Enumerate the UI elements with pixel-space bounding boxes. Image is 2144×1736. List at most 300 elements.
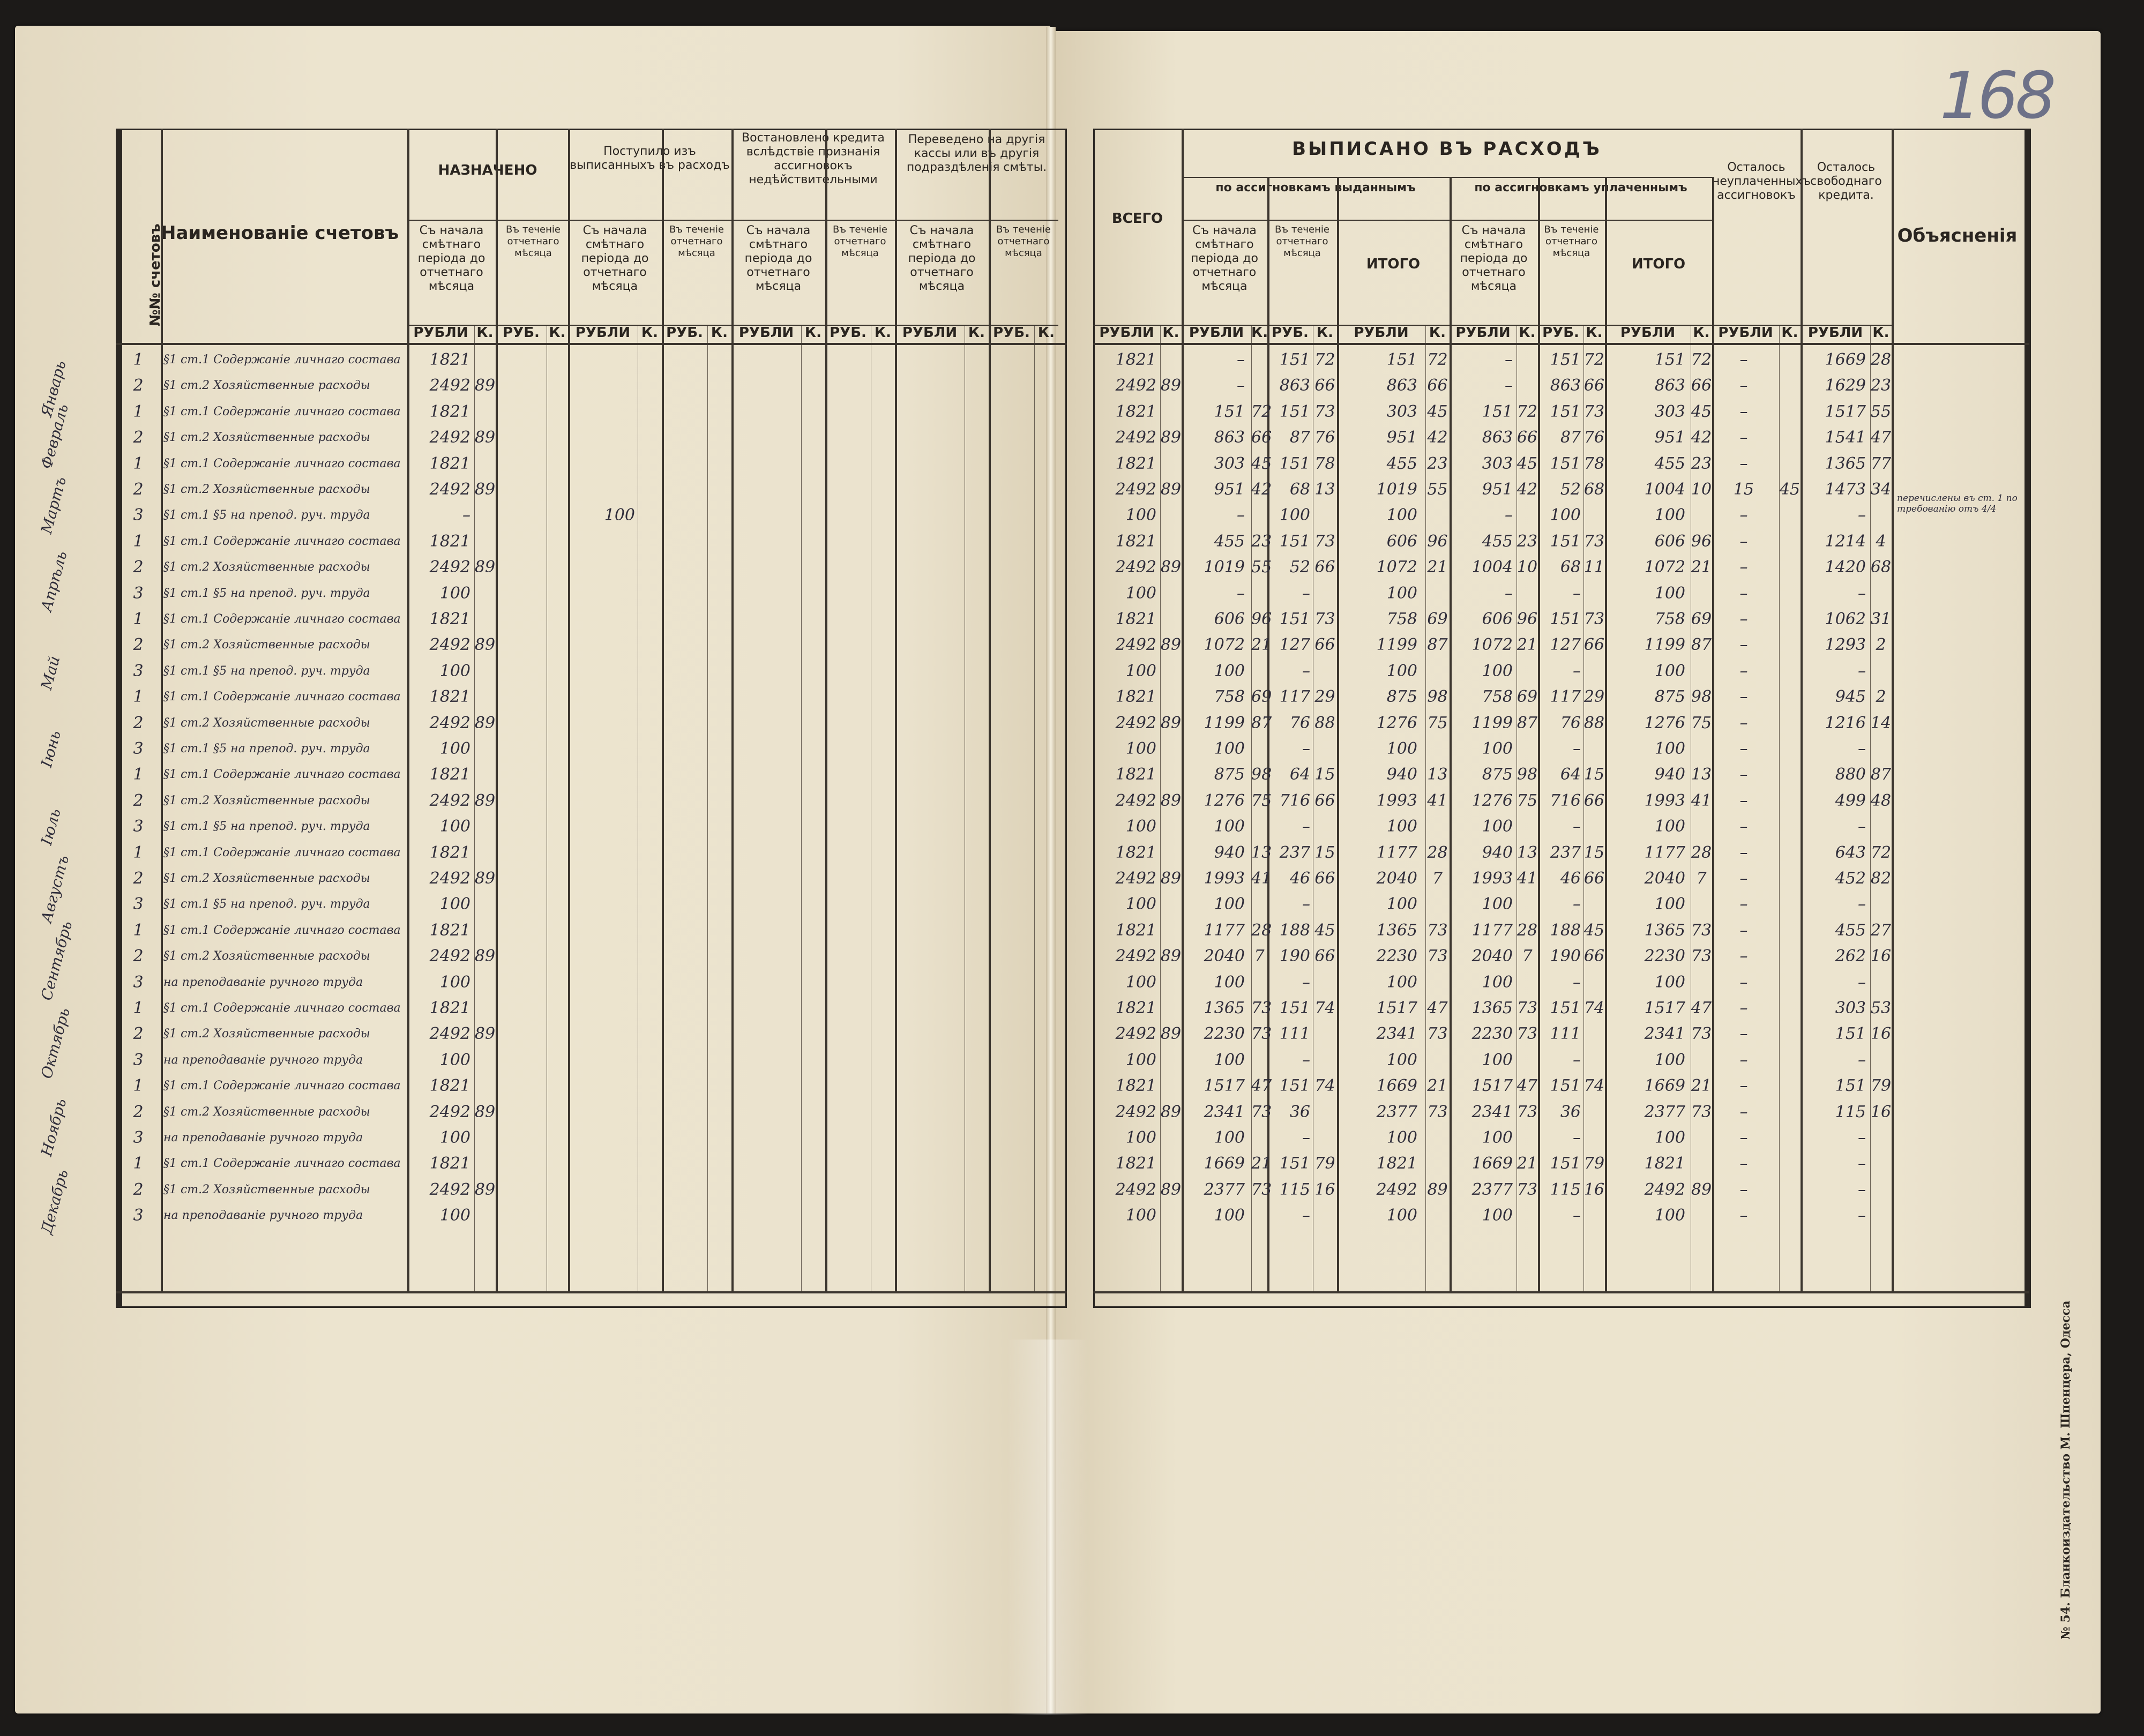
cell-upl-s-k: 75 [1517, 791, 1538, 810]
month-label: Мартъ [38, 475, 70, 536]
cell-upl-s: 1004 [1471, 558, 1513, 577]
cell-upl-s: – [1505, 376, 1513, 395]
cell-upl-m: 188 [1550, 921, 1581, 940]
cell-vyd-s: 2341 [1204, 1102, 1245, 1121]
cell-upl-m: 64 [1560, 765, 1581, 784]
cell-vyd-s-k: 87 [1251, 713, 1272, 732]
cell-vyd-m-k: 29 [1314, 687, 1335, 707]
cell-upl-m-k: 78 [1583, 454, 1605, 473]
cell-svob-k: 31 [1870, 610, 1892, 628]
cell-vyd-m: – [1302, 583, 1310, 603]
cell-n: 1 [133, 1076, 144, 1096]
cell-upl-i: 1365 [1644, 921, 1685, 940]
cell-n: 3 [133, 739, 144, 758]
cell-vyd-s-k: 98 [1251, 765, 1272, 784]
cell-n: 1 [133, 532, 144, 551]
note-march: перечислены въ ст. 1 по требованію отъ 4/4 [1897, 493, 2018, 514]
cell-n: 3 [133, 895, 144, 914]
cell-upl-s-k: 73 [1517, 1180, 1538, 1199]
cell-vyd-m: 111 [1279, 1024, 1310, 1044]
cell-neupl: – [1739, 1154, 1748, 1173]
cell-neupl: – [1739, 791, 1748, 810]
cell-vyd-m: 76 [1289, 713, 1310, 732]
cell-upl-m: 151 [1550, 999, 1581, 1017]
cell-n: 3 [133, 506, 144, 525]
cell-vs: 2492 [1115, 1024, 1156, 1044]
cell-neupl: – [1739, 999, 1748, 1017]
cell-upl-m: 151 [1550, 454, 1581, 473]
cell-upl-s-k: 87 [1517, 713, 1538, 732]
cell-vs-k: 89 [1160, 428, 1182, 447]
cell-vyd-s-k: 21 [1251, 1154, 1272, 1173]
cell-vs-k: 89 [1160, 1024, 1182, 1044]
cell-vyd-i-k: 23 [1427, 454, 1448, 473]
cell-upl-s-k: 72 [1517, 402, 1538, 421]
cell-name: §1 ст.1 §5 на препод. руч. труда [163, 586, 370, 600]
cell-upl-m-k: 73 [1583, 402, 1605, 421]
cell-vyd-i: 100 [1386, 1050, 1417, 1069]
cell-vs-k: 89 [1160, 791, 1182, 810]
cell-upl-m: 68 [1560, 558, 1581, 577]
cell-upl-i-k: 73 [1691, 921, 1712, 940]
cell-vyd-i: 2040 [1376, 869, 1417, 888]
cell-n: 1 [133, 843, 144, 862]
cell-neupl: 15 [1733, 480, 1754, 499]
unit-rub: РУБ. [993, 325, 1030, 341]
cell-vyd-m: 68 [1289, 480, 1310, 499]
cell-upl-i-k: 69 [1691, 610, 1712, 628]
cell-vs: 2492 [1115, 1102, 1156, 1121]
month-label: Іюль [38, 806, 64, 847]
cell-upl-s-k: 45 [1517, 454, 1538, 473]
cell-n: 2 [133, 376, 144, 395]
cell-upl-m: 87 [1560, 428, 1581, 447]
cell-upl-m-k: 76 [1583, 428, 1605, 447]
cell-vs: 2492 [1115, 869, 1156, 888]
cell-name: §1 ст.2 Хозяйственные расходы [163, 1105, 370, 1119]
cell-upl-s: 303 [1482, 454, 1513, 473]
cell-name: §1 ст.1 §5 на препод. руч. труда [163, 820, 370, 834]
unit-rubli: РУБЛИ [902, 325, 958, 341]
cell-upl-s-k: 13 [1517, 843, 1538, 862]
cell-naz: 1821 [429, 402, 470, 421]
cell-upl-i-k: 23 [1691, 454, 1712, 473]
cell-neupl-k: 45 [1779, 480, 1801, 499]
cell-n: 2 [133, 558, 144, 577]
cell-svob-k: 68 [1870, 558, 1892, 577]
cell-vyd-i: 940 [1386, 765, 1417, 784]
cell-neupl: – [1739, 843, 1748, 862]
cell-upl-s: 940 [1482, 843, 1513, 862]
cell-neupl: – [1739, 1102, 1748, 1121]
cell-name: на преподаваніе ручного труда [163, 1053, 363, 1067]
cell-naz: 100 [439, 739, 470, 758]
cell-vyd-i: 758 [1386, 610, 1417, 628]
cell-upl-i-k: 89 [1691, 1180, 1712, 1199]
cell-upl-i: 151 [1654, 350, 1685, 369]
month-label: Февраль [38, 402, 72, 471]
cell-upl-i: 951 [1654, 428, 1685, 447]
unit-k: К. [476, 325, 494, 341]
cell-upl-m: 151 [1550, 350, 1581, 369]
cell-neupl: – [1739, 532, 1748, 551]
cell-upl-m-k: 16 [1583, 1180, 1605, 1199]
cell-naz: 100 [439, 817, 470, 836]
header-perevedeno: Переведено на другія кассы или въ другія подраздѣленія смѣты. [906, 133, 1047, 174]
unit-rub: РУБ. [1272, 325, 1309, 341]
cell-vs: 100 [1125, 1128, 1156, 1147]
cell-neupl: – [1739, 635, 1748, 655]
cell-neupl: – [1739, 376, 1748, 395]
cell-upl-i-k: 75 [1691, 713, 1712, 732]
cell-vyd-m-k: 66 [1314, 947, 1335, 966]
cell-vyd-m-k: 66 [1314, 791, 1335, 810]
cell-name: §1 ст.1 Содержаніе личнаго состава [163, 845, 401, 859]
cell-upl-i-k: 10 [1691, 480, 1712, 499]
cell-upl-i: 100 [1654, 817, 1685, 836]
cell-vyd-s: 1072 [1204, 635, 1245, 655]
unit-k: К. [1162, 325, 1179, 341]
grid-line [1034, 325, 1035, 1291]
cell-n: 3 [133, 1206, 144, 1225]
cell-vyd-m-k: 73 [1314, 402, 1335, 421]
cell-svob: 262 [1835, 947, 1866, 966]
grid-line [1093, 1291, 2029, 1293]
cell-vyd-m: 190 [1279, 947, 1310, 966]
cell-name: §1 ст.2 Хозяйственные расходы [163, 483, 370, 496]
cell-n: 2 [133, 791, 144, 810]
cell-upl-m-k: 29 [1583, 687, 1605, 707]
cell-vyd-s-k: 23 [1251, 532, 1272, 551]
cell-n: 3 [133, 1050, 144, 1069]
cell-svob-k: 16 [1870, 1102, 1892, 1121]
grid-line [1182, 220, 1712, 221]
cell-vyd-m: – [1302, 1206, 1310, 1225]
cell-upl-s-k: 41 [1517, 869, 1538, 888]
cell-vs: 1821 [1115, 402, 1156, 421]
cell-upl-s: 1199 [1471, 713, 1513, 732]
cell-vyd-s: 1993 [1204, 869, 1245, 888]
cell-upl-m: 52 [1560, 480, 1581, 499]
cell-vyd-m: 87 [1289, 428, 1310, 447]
cell-vyd-i: 100 [1386, 817, 1417, 836]
cell-vyd-m: 46 [1289, 869, 1310, 888]
unit-k: К. [641, 325, 659, 341]
cell-vyd-m-k: 78 [1314, 454, 1335, 473]
cell-vyd-m: 151 [1279, 350, 1310, 369]
cell-upl-i-k: 21 [1691, 558, 1712, 577]
cell-upl-i: 1072 [1644, 558, 1685, 577]
unit-rubli: РУБЛИ [1099, 325, 1154, 341]
cell-vyd-s: 863 [1214, 428, 1245, 447]
cell-naz-k: 89 [474, 791, 496, 810]
cell-upl-i-k: 96 [1691, 532, 1712, 551]
cell-vyd-i-k: 21 [1427, 1076, 1448, 1096]
cell-vyd-m-k: 76 [1314, 428, 1335, 447]
cell-vyd-m: 64 [1289, 765, 1310, 784]
unit-rub: РУБ. [503, 325, 540, 341]
cell-vyd-i: 100 [1386, 583, 1417, 603]
cell-vyd-i-k: 73 [1427, 947, 1448, 966]
cell-upl-i-k: 47 [1691, 999, 1712, 1017]
cell-vs: 100 [1125, 1050, 1156, 1069]
header-vsego: ВСЕГО [1111, 211, 1163, 227]
cell-naz-k: 89 [474, 713, 496, 732]
cell-n: 1 [133, 350, 144, 369]
cell-svob: – [1858, 817, 1866, 836]
grid-line [662, 129, 664, 1291]
cell-vs: 1821 [1115, 1154, 1156, 1173]
cell-upl-m-k: 74 [1583, 1076, 1605, 1096]
cell-vyd-s: 2040 [1204, 947, 1245, 966]
cell-vyd-s: 1177 [1204, 921, 1245, 940]
cell-vyd-m-k: 79 [1314, 1154, 1335, 1173]
cell-name: §1 ст.2 Хозяйственные расходы [163, 949, 370, 963]
cell-vyd-s-k: 41 [1251, 869, 1272, 888]
cell-svob: 880 [1835, 765, 1866, 784]
cell-upl-s: 1517 [1471, 1076, 1513, 1096]
cell-svob-k: 2 [1876, 635, 1886, 655]
cell-vs: 100 [1125, 739, 1156, 758]
cell-upl-i: 100 [1654, 895, 1685, 914]
cell-naz: 1821 [429, 687, 470, 707]
cell-n: 1 [133, 687, 144, 707]
cell-vyd-i: 100 [1386, 739, 1417, 758]
cell-naz-k: 89 [474, 1102, 496, 1121]
month-label: Январь [38, 358, 70, 419]
month-label: Сентябрь [38, 919, 76, 1002]
cell-vyd-s-k: 72 [1251, 402, 1272, 421]
cell-vyd-i: 875 [1386, 687, 1417, 707]
cell-naz: 1821 [429, 765, 470, 784]
cell-svob-k: 14 [1870, 713, 1892, 732]
unit-k: К. [1429, 325, 1446, 341]
cell-upl-i: 100 [1654, 739, 1685, 758]
cell-naz: 2492 [429, 376, 470, 395]
grid-line [989, 129, 991, 1291]
cell-vyd-s-k: 45 [1251, 454, 1272, 473]
cell-neupl: – [1739, 1128, 1748, 1147]
cell-svob: 1214 [1825, 532, 1866, 551]
cell-svob-k: 77 [1870, 454, 1892, 473]
cell-neupl: – [1739, 739, 1748, 758]
cell-vyd-m: 863 [1279, 376, 1310, 395]
cell-name: §1 ст.2 Хозяйственные расходы [163, 379, 370, 393]
cell-vs-k: 89 [1160, 713, 1182, 732]
cell-vyd-m-k: 66 [1314, 869, 1335, 888]
page-number: 168 [1940, 59, 2053, 133]
header-num-col: №№ счетовъ [147, 223, 163, 326]
grid-line [731, 129, 734, 1291]
cell-svob: 1216 [1825, 713, 1866, 732]
cell-vs: 2492 [1115, 428, 1156, 447]
cell-svob: – [1858, 1128, 1866, 1147]
cell-neupl: – [1739, 1206, 1748, 1225]
cell-naz-k: 89 [474, 428, 496, 447]
cell-svob: – [1858, 1206, 1866, 1225]
header-ostalos-svob: Осталось свободнаго кредита. [1810, 161, 1882, 202]
cell-vyd-s: – [1237, 583, 1245, 603]
unit-rubli: РУБЛИ [413, 325, 468, 341]
cell-vyd-i-k: 96 [1427, 532, 1448, 551]
cell-vyd-s: 2230 [1204, 1024, 1245, 1044]
cell-svob-k: 53 [1870, 999, 1892, 1017]
cell-n: 1 [133, 454, 144, 473]
cell-vyd-m-k: 88 [1314, 713, 1335, 732]
cell-vyd-m: 127 [1279, 635, 1310, 655]
cell-vyd-m: 151 [1279, 454, 1310, 473]
unit-rub: РУБ. [830, 325, 866, 341]
cell-neupl: – [1739, 713, 1748, 732]
cell-vyd-i-k: 73 [1427, 921, 1448, 940]
cell-svob: – [1858, 1050, 1866, 1069]
unit-k: К. [1693, 325, 1710, 341]
unit-k: К. [874, 325, 892, 341]
cell-upl-i: 100 [1654, 583, 1685, 603]
cell-naz: 1821 [429, 999, 470, 1017]
cell-vyd-s: 1276 [1204, 791, 1245, 810]
cell-svob-k: 72 [1870, 843, 1892, 862]
cell-vyd-s: 606 [1214, 610, 1245, 628]
cell-vs: 1821 [1115, 687, 1156, 707]
cell-svob-k: 27 [1870, 921, 1892, 940]
unit-k: К. [968, 325, 985, 341]
cell-vyd-s-k: 47 [1251, 1076, 1272, 1096]
cell-upl-m: 127 [1550, 635, 1581, 655]
grid-line [116, 1291, 1067, 1293]
cell-vyd-s-k: 28 [1251, 921, 1272, 940]
cell-upl-i: 1517 [1644, 999, 1685, 1017]
cell-vs-k: 89 [1160, 947, 1182, 966]
cell-vs: 100 [1125, 1206, 1156, 1225]
cell-upl-m: – [1573, 1206, 1581, 1225]
cell-vyd-m-k: 16 [1314, 1180, 1335, 1199]
cell-neupl: – [1739, 765, 1748, 784]
cell-vyd-m: 115 [1279, 1180, 1310, 1199]
cell-vyd-i: 1993 [1376, 791, 1417, 810]
cell-name: §1 ст.1 §5 на препод. руч. труда [163, 897, 370, 911]
cell-vyd-s: 951 [1214, 480, 1245, 499]
cell-svob-k: 87 [1870, 765, 1892, 784]
header-ostalos-neupl: Осталось неуплаченныхъ ассигновокъ [1712, 161, 1811, 202]
cell-name: §1 ст.1 Содержаніе личнаго состава [163, 923, 401, 937]
cell-upl-m: 36 [1560, 1102, 1581, 1121]
cell-vyd-m-k: 15 [1314, 765, 1335, 784]
cell-vyd-s-k: 69 [1251, 687, 1272, 707]
cell-vyd-s: 1365 [1204, 999, 1245, 1017]
cell-naz: – [462, 506, 470, 525]
cell-neupl: – [1739, 1024, 1748, 1044]
month-label: Май [38, 654, 64, 692]
cell-upl-s: 758 [1482, 687, 1513, 707]
cell-name: §1 ст.1 Содержаніе личнаго состава [163, 768, 401, 782]
grid-line [1182, 177, 1712, 178]
cell-svob: – [1858, 583, 1866, 603]
header-po-vydannym: по ассигновкамъ выданнымъ [1215, 181, 1416, 194]
cell-vs: 2492 [1115, 480, 1156, 499]
grid-line [1779, 325, 1780, 1291]
cell-naz: 1821 [429, 610, 470, 628]
cell-svob: 151 [1835, 1076, 1866, 1096]
cell-vyd-i: 951 [1386, 428, 1417, 447]
cell-upl-s: 1365 [1471, 999, 1513, 1017]
grid-line [568, 129, 570, 1291]
cell-neupl: – [1739, 350, 1748, 369]
cell-upl-i: 2230 [1644, 947, 1685, 966]
cell-vyd-s-k: 13 [1251, 843, 1272, 862]
unit-k: К. [804, 325, 822, 341]
cell-naz: 100 [439, 1050, 470, 1069]
printer-imprint: № 54. Бланкоиздательство М. Шпенцера, Одесса [2059, 1300, 2073, 1640]
cell-vyd-s: 1019 [1204, 558, 1245, 577]
cell-n: 3 [133, 972, 144, 992]
cell-upl-s-k: 21 [1517, 1154, 1538, 1173]
cell-vyd-i: 1072 [1376, 558, 1417, 577]
cell-upl-i-k: 13 [1691, 765, 1712, 784]
cell-upl-m: 151 [1550, 610, 1581, 628]
cell-upl-i: 2377 [1644, 1102, 1685, 1121]
cell-vyd-m: 151 [1279, 1154, 1310, 1173]
cell-upl-m: – [1573, 1050, 1581, 1069]
cell-vyd-i: 1276 [1376, 713, 1417, 732]
cell-vyd-i-k: 41 [1427, 791, 1448, 810]
cell-vyd-m: 151 [1279, 610, 1310, 628]
cell-svob: – [1858, 1154, 1866, 1173]
cell-svob: 1293 [1825, 635, 1866, 655]
cell-upl-s-k: 66 [1517, 428, 1538, 447]
cell-upl-i: 100 [1654, 1050, 1685, 1069]
cell-upl-i-k: 73 [1691, 1024, 1712, 1044]
cell-neupl: – [1739, 402, 1748, 421]
grid-line [161, 129, 163, 1291]
cell-upl-i: 606 [1654, 532, 1685, 551]
cell-naz: 1821 [429, 1154, 470, 1173]
cell-upl-s-k: 96 [1517, 610, 1538, 628]
unit-k: К. [1781, 325, 1798, 341]
cell-upl-m: 151 [1550, 402, 1581, 421]
cell-svob: 945 [1835, 687, 1866, 707]
cell-n: 1 [133, 999, 144, 1017]
cell-n: 3 [133, 583, 144, 603]
cell-upl-m: – [1573, 972, 1581, 992]
cell-naz: 2492 [429, 1024, 470, 1044]
cell-neupl: – [1739, 921, 1748, 940]
cell-naz: 2492 [429, 869, 470, 888]
cell-naz-k: 89 [474, 635, 496, 655]
cell-naz-k: 89 [474, 1180, 496, 1199]
cell-neupl: – [1739, 972, 1748, 992]
cell-upl-s: 151 [1482, 402, 1513, 421]
cell-vyd-s-k: 21 [1251, 635, 1272, 655]
cell-n: 3 [133, 661, 144, 680]
cell-name: §1 ст.1 Содержаніе личнаго состава [163, 457, 401, 470]
cell-vyd-i-k: 55 [1427, 480, 1448, 499]
cell-vs: 1821 [1115, 532, 1156, 551]
cell-upl-m-k: 66 [1583, 635, 1605, 655]
cell-vyd-i-k: 42 [1427, 428, 1448, 447]
cell-vyd-m: – [1302, 1128, 1310, 1147]
cell-vyd-i-k: 13 [1427, 765, 1448, 784]
cell-naz: 2492 [429, 1180, 470, 1199]
cell-name: §1 ст.1 Содержаніе личнаго состава [163, 353, 401, 366]
cell-vs-k: 89 [1160, 558, 1182, 577]
cell-upl-s: 2341 [1471, 1102, 1513, 1121]
cell-vyd-i: 100 [1386, 1206, 1417, 1225]
cell-upl-m-k: 72 [1583, 350, 1605, 369]
cell-upl-s: 100 [1482, 895, 1513, 914]
cell-vyd-s-k: 42 [1251, 480, 1272, 499]
month-label: Іюнь [38, 728, 64, 769]
